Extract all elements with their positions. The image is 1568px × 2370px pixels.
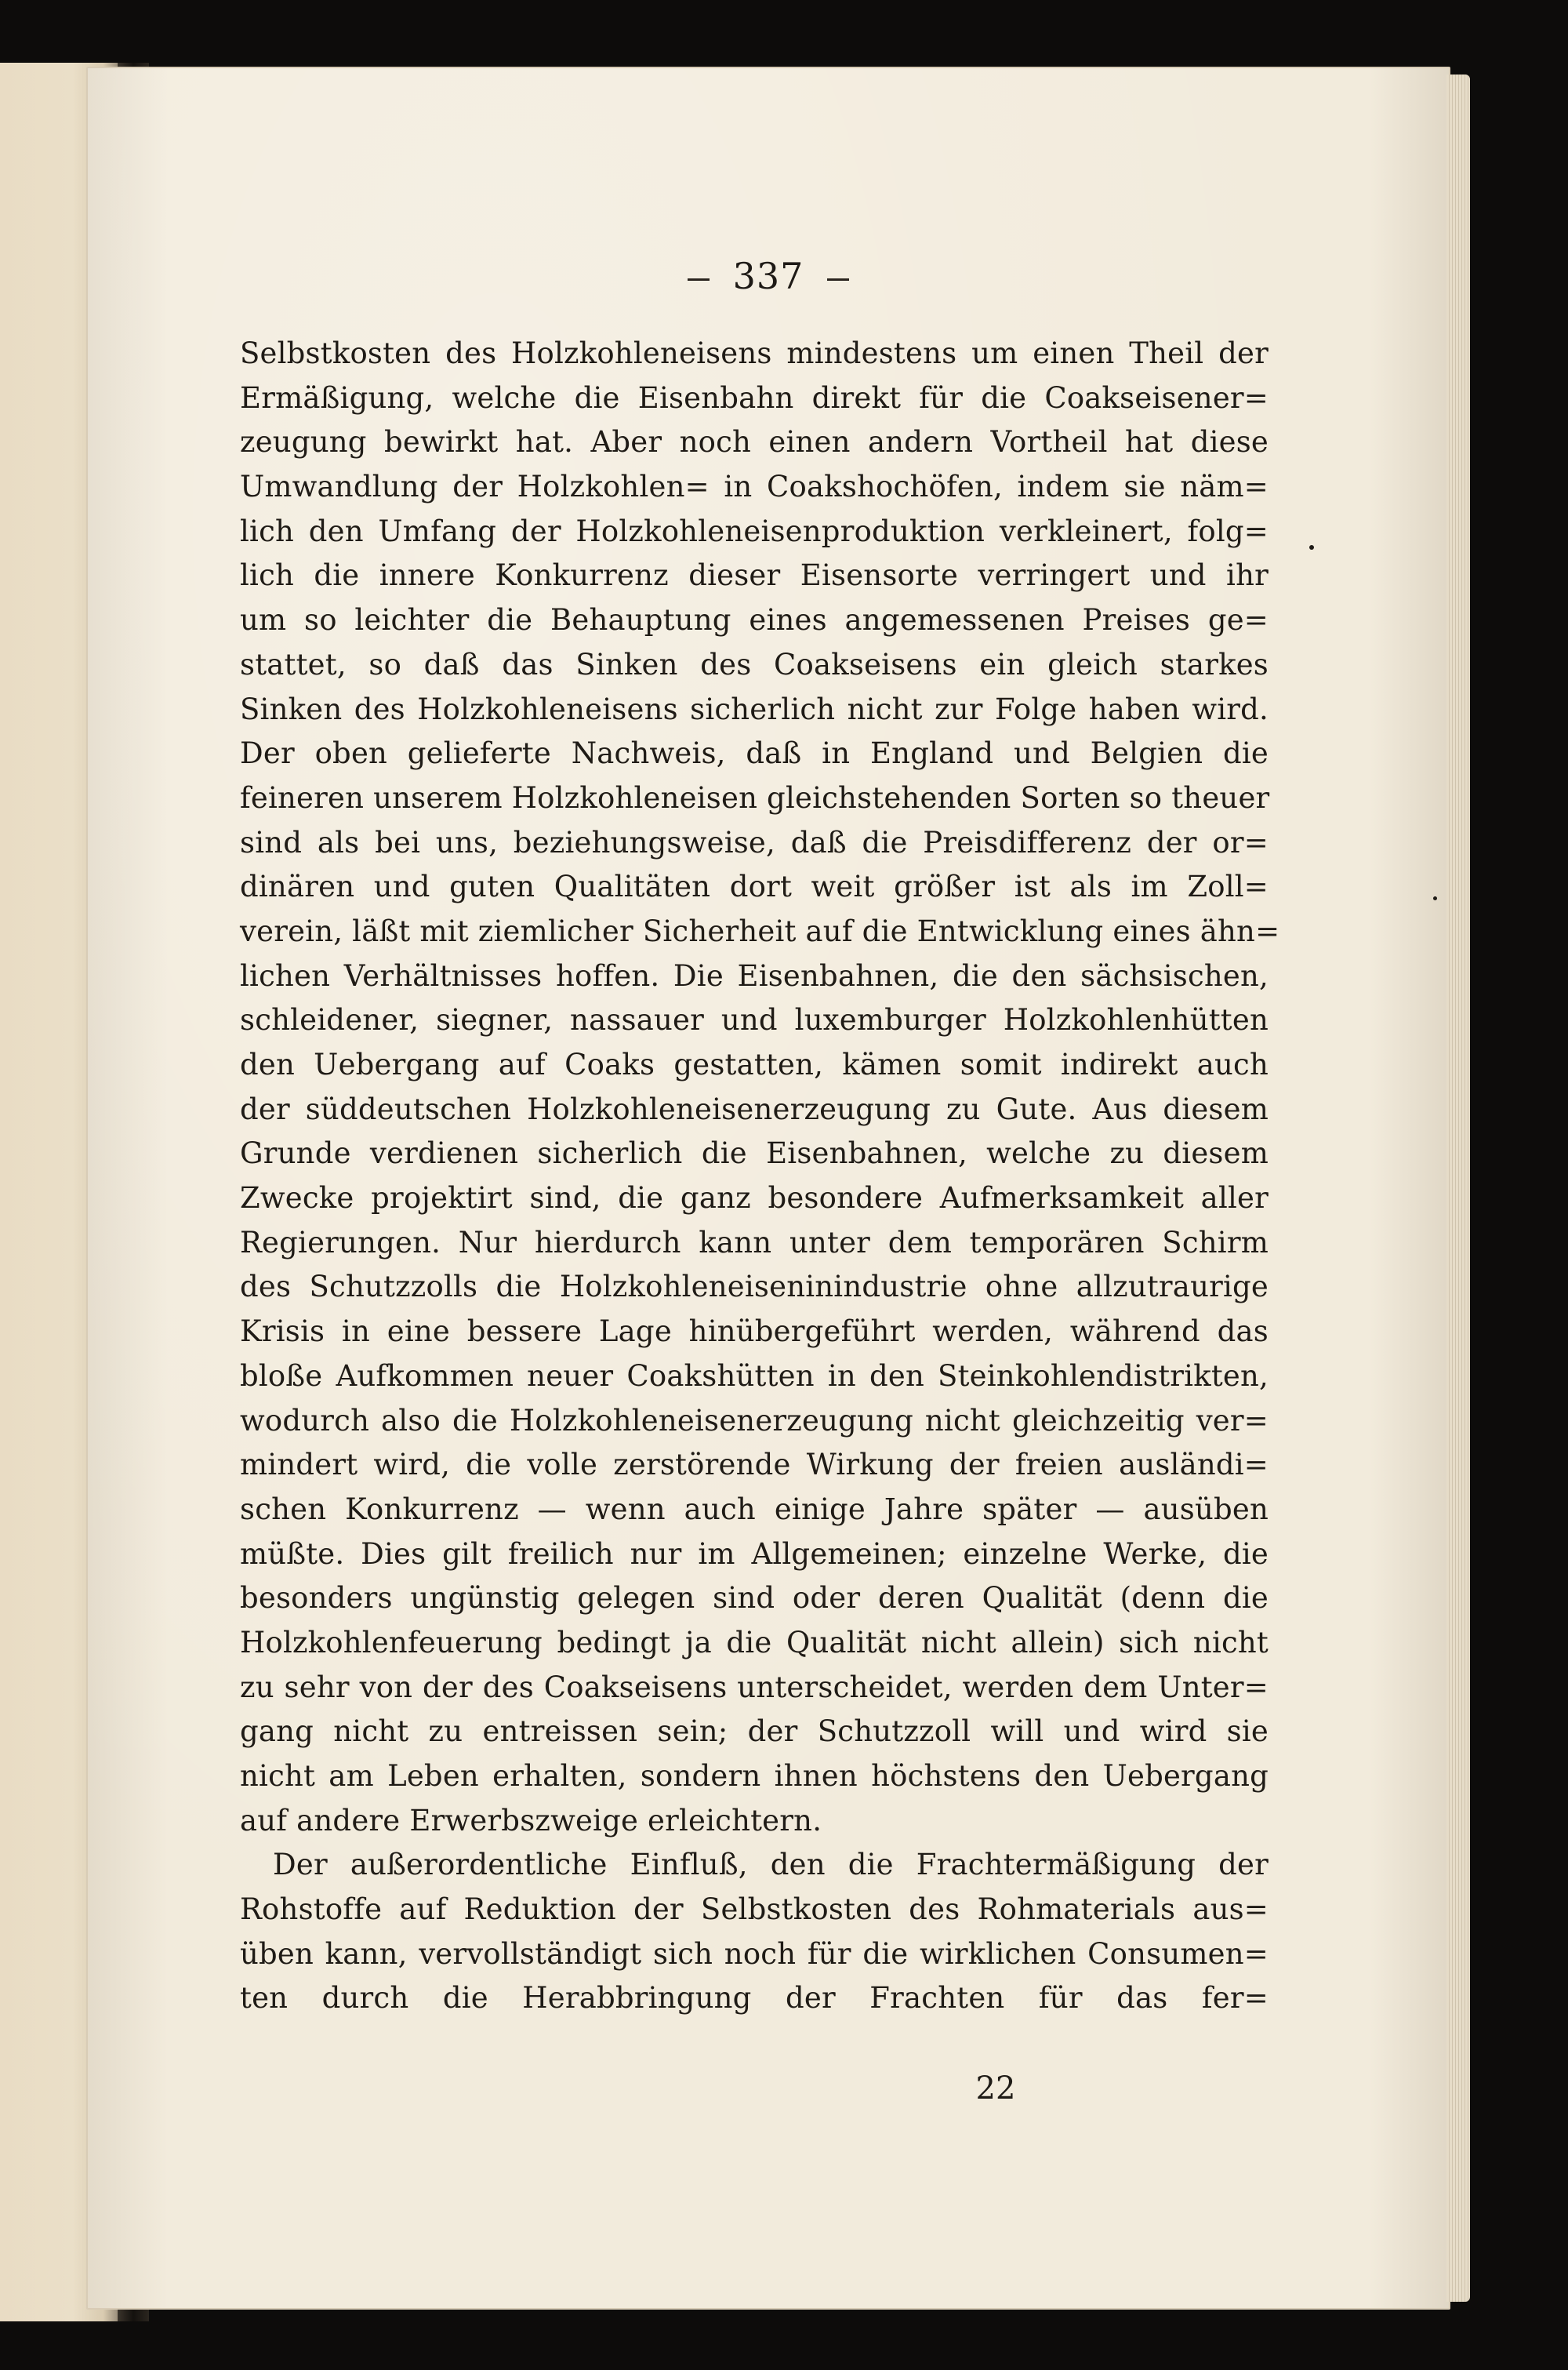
header-dash-right xyxy=(827,278,849,281)
text-line: lichen Verhältnisses hoffen. Die Eisenbahnen, die den sächsischen, xyxy=(240,958,1269,993)
text-line: besonders ungünstig gelegen sind oder deren Qualität (denn die xyxy=(240,1581,1269,1616)
text-line: des Schutzzolls die Holzkohleneiseninindustrie ohne allzutraurige xyxy=(240,1270,1269,1304)
text-line: bloße Aufkommen neuer Coakshütten in den Steinkohlendistrikten, xyxy=(240,1358,1269,1393)
text-line: zu sehr von der des Coakseisens unterscheidet, werden dem Unter= xyxy=(240,1670,1269,1704)
text-line: stattet, so daß das Sinken des Coakseisens ein gleich starkes xyxy=(240,647,1269,682)
text-line-paragraph-start: Der außerordentliche Einfluß, den die Frachtermäßigung der xyxy=(273,1848,1269,1882)
text-line: um so leichter die Behauptung eines angemessenen Preises ge= xyxy=(240,603,1269,638)
text-line: müßte. Dies gilt freilich nur im Allgemeinen; einzelne Werke, die xyxy=(240,1536,1269,1571)
text-line: den Uebergang auf Coaks gestatten, kämen somit indirekt auch xyxy=(240,1048,1269,1081)
text-line: schleidener, siegner, nassauer und luxemburger Holzkohlenhütten xyxy=(240,1003,1269,1038)
text-line: Grunde verdienen sicherlich die Eisenbahnen, welche zu diesem xyxy=(240,1136,1269,1171)
text-line-paragraph-end: auf andere Erwerbszweige erleichtern. xyxy=(240,1803,822,1837)
header-dash-left xyxy=(688,278,710,281)
text-line: üben kann, vervollständigt sich noch für die wirklichen Consumen= xyxy=(240,1936,1269,1971)
text-line: Ermäßigung, welche die Eisenbahn direkt für die Coakseisener= xyxy=(240,380,1269,415)
text-line: Regierungen. Nur hierdurch kann unter dem temporären Schirm xyxy=(240,1225,1269,1260)
page-header xyxy=(86,255,1450,297)
text-line: der süddeutschen Holzkohleneisenerzeugung zu Gute. Aus diesem xyxy=(240,1092,1269,1126)
ink-speck xyxy=(1433,896,1437,900)
text-line: Selbstkosten des Holzkohleneisens mindestens um einen Theil der xyxy=(240,336,1269,370)
body-text xyxy=(240,332,1280,2021)
text-line: gang nicht zu entreissen sein; der Schutzzoll will und wird sie xyxy=(240,1714,1269,1749)
text-line: Sinken des Holzkohleneisens sicherlich nicht zur Folge haben wird. xyxy=(240,692,1269,726)
text-line: ten durch die Herabbringung der Frachten für das fer= xyxy=(240,1981,1269,2016)
text-line: lich die innere Konkurrenz dieser Eisensorte verringert und ihr xyxy=(240,558,1269,593)
ink-speck xyxy=(1309,545,1314,550)
text-line: schen Konkurrenz — wenn auch einige Jahre später — ausüben xyxy=(240,1492,1269,1526)
text-line: Rohstoffe auf Reduktion der Selbstkosten des Rohmaterials aus= xyxy=(240,1892,1269,1927)
text-line: Zwecke projektirt sind, die ganz besondere Aufmerksamkeit aller xyxy=(240,1181,1269,1216)
text-line: feineren unserem Holzkohleneisen gleichstehenden Sorten so theuer xyxy=(240,780,1270,815)
text-line: wodurch also die Holzkohleneisenerzeugung nicht gleichzeitig ver= xyxy=(240,1403,1269,1438)
text-line: verein, läßt mit ziemlicher Sicherheit auf die Entwicklung eines ähn= xyxy=(240,914,1280,948)
text-line: dinären und guten Qualitäten dort weit größer ist als im Zoll= xyxy=(240,870,1269,904)
text-line: zeugung bewirkt hat. Aber noch einen andern Vortheil hat diese xyxy=(240,425,1269,460)
text-line: Holzkohlenfeuerung bedingt ja die Qualität nicht allein) sich nicht xyxy=(240,1625,1269,1659)
text-line: Krisis in eine bessere Lage hinübergeführt werden, während das xyxy=(240,1314,1269,1349)
text-line: sind als bei uns, beziehungsweise, daß die Preisdifferenz der or= xyxy=(240,825,1269,860)
page-number: 337 xyxy=(732,255,804,297)
text-line: Umwandlung der Holzkohlen= in Coakshochöfen, indem sie näm= xyxy=(240,470,1269,504)
text-line: Der oben gelieferte Nachweis, daß in England und Belgien die xyxy=(240,736,1269,771)
signature-mark: 22 xyxy=(975,2070,1016,2106)
page-edges xyxy=(1446,75,1470,2302)
text-line: mindert wird, die volle zerstörende Wirkung der freien ausländi= xyxy=(240,1448,1269,1482)
book-page xyxy=(86,67,1450,2310)
text-line: nicht am Leben erhalten, sondern ihnen höchstens den Uebergang xyxy=(240,1759,1269,1793)
text-line: lich den Umfang der Holzkohleneisenproduktion verkleinert, folg= xyxy=(240,514,1269,548)
